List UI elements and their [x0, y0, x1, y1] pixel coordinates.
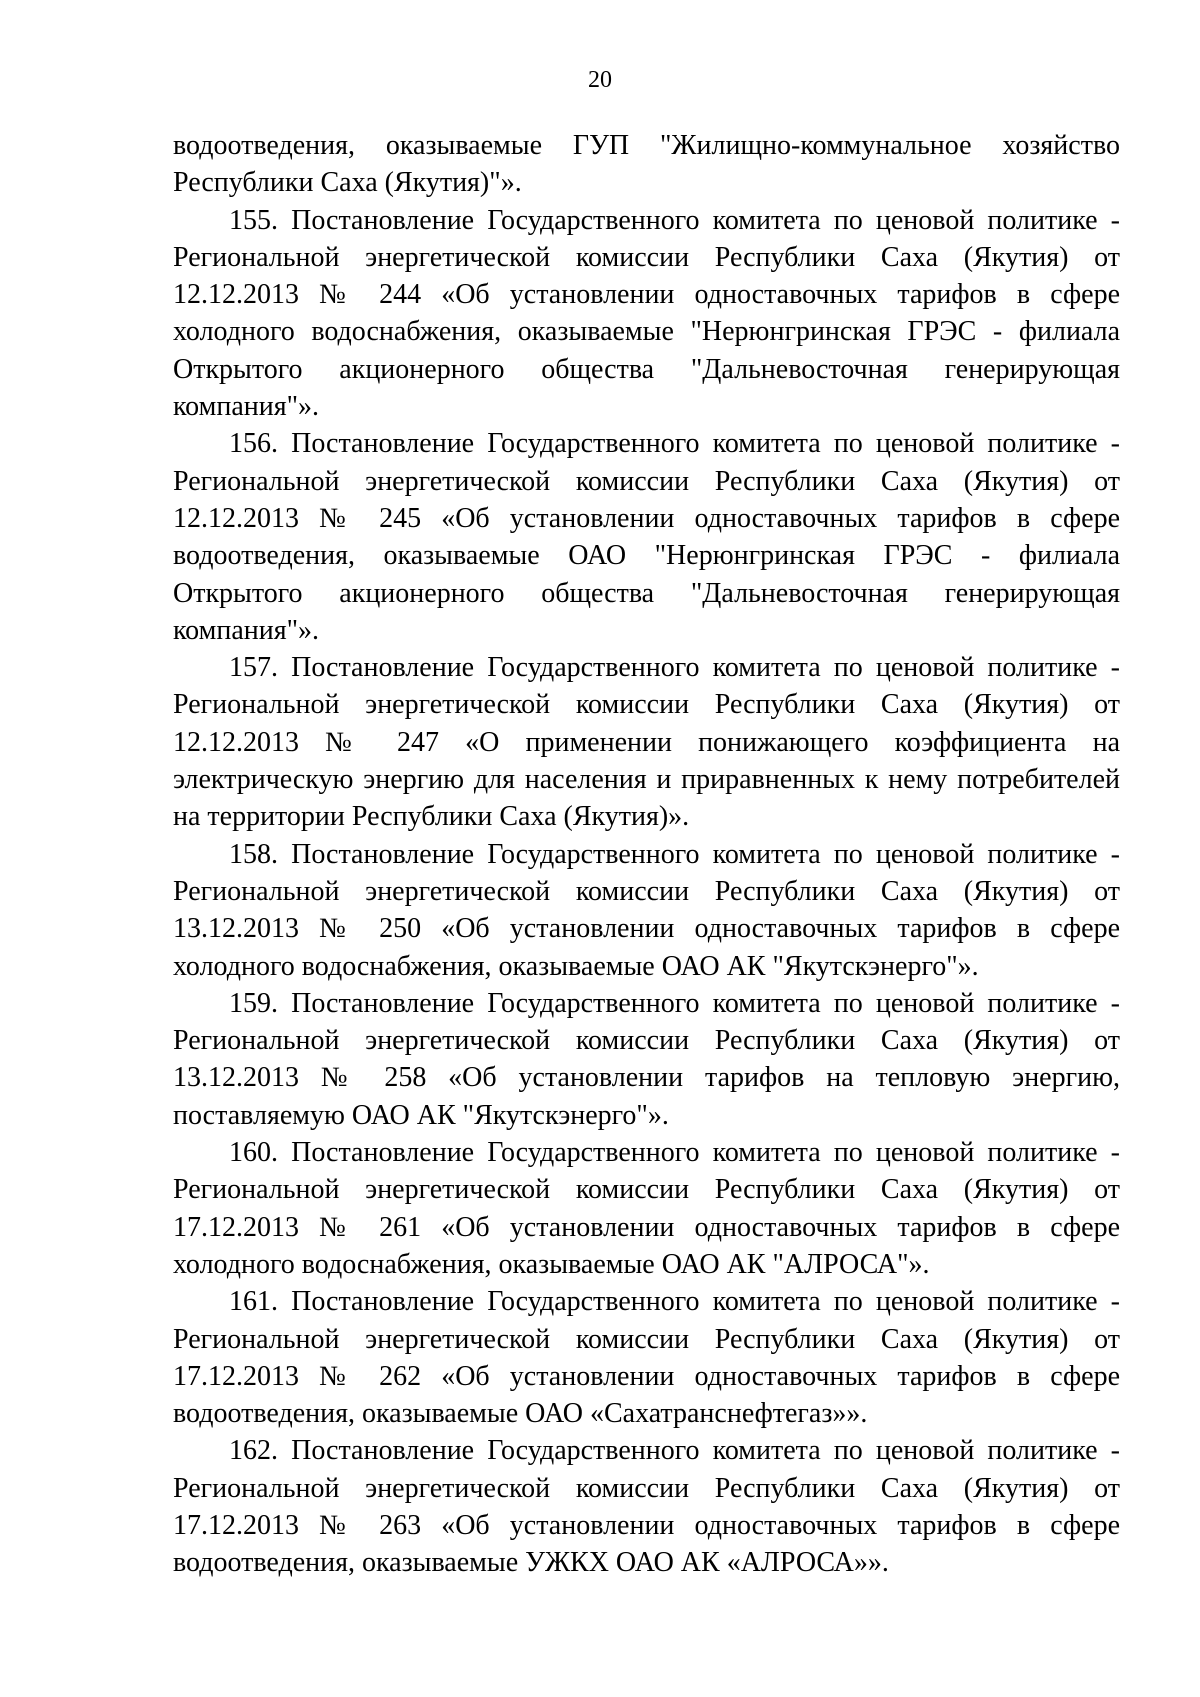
paragraph-item-158: 158. Постановление Государственного комитета по ценовой политике - Региональной энергетической комиссии Республики Саха (Якутия) от 13.12.2013 № 250 «Об установлении одноставочных тарифов в сфере холодного водоснабжения, оказываемые ОАО АК "Якутскэнерго"».	[173, 838, 1120, 982]
document-body	[173, 127, 1120, 1582]
paragraph-item-155: 155. Постановление Государственного комитета по ценовой политике - Региональной энергетической комиссии Республики Саха (Якутия) от 12.12.2013 № 244 «Об установлении одноставочных тарифов в сфере холодного водоснабжения, оказываемые "Нерюнгринская ГРЭС - филиала Открытого акционерного общества "Дальневосточная генерирующая компания"».	[173, 204, 1120, 423]
paragraph-item-157: 157. Постановление Государственного комитета по ценовой политике - Региональной энергетической комиссии Республики Саха (Якутия) от 12.12.2013 № 247 «О применении понижающего коэффициента на электрическую энергию для населения и приравненных к нему потребителей на территории Республики Саха (Якутия)».	[173, 652, 1120, 833]
paragraph-item-159: 159. Постановление Государственного комитета по ценовой политике - Региональной энергетической комиссии Республики Саха (Якутия) от 13.12.2013 № 258 «Об установлении тарифов на тепловую энергию, поставляемую ОАО АК "Якутскэнерго"».	[173, 987, 1120, 1131]
paragraph-item-160: 160. Постановление Государственного комитета по ценовой политике - Региональной энергетической комиссии Республики Саха (Якутия) от 17.12.2013 № 261 «Об установлении одноставочных тарифов в сфере холодного водоснабжения, оказываемые ОАО АК "АЛРОСА"».	[173, 1137, 1120, 1280]
page-number: 20	[588, 67, 612, 93]
paragraph-item-161: 161. Постановление Государственного комитета по ценовой политике - Региональной энергетической комиссии Республики Саха (Якутия) от 17.12.2013 № 262 «Об установлении одноставочных тарифов в сфере водоотведения, оказываемые ОАО «Сахатранснефтегаз»».	[173, 1286, 1120, 1430]
paragraph-item-162: 162. Постановление Государственного комитета по ценовой политике - Региональной энергетической комиссии Республики Саха (Якутия) от 17.12.2013 № 263 «Об установлении одноставочных тарифов в сфере водоотведения, оказываемые УЖКХ ОАО АК «АЛРОСА»».	[173, 1435, 1120, 1579]
paragraph-continuation: водоотведения, оказываемые ГУП "Жилищно-коммунальное хозяйство Республики Саха (Якутия)"».	[173, 130, 1120, 199]
paragraph-item-156: 156. Постановление Государственного комитета по ценовой политике - Региональной энергетической комиссии Республики Саха (Якутия) от 12.12.2013 № 245 «Об установлении одноставочных тарифов в сфере водоотведения, оказываемые ОАО "Нерюнгринская ГРЭС - филиала Открытого акционерного общества "Дальневосточная генерирующая компания"».	[173, 428, 1120, 646]
